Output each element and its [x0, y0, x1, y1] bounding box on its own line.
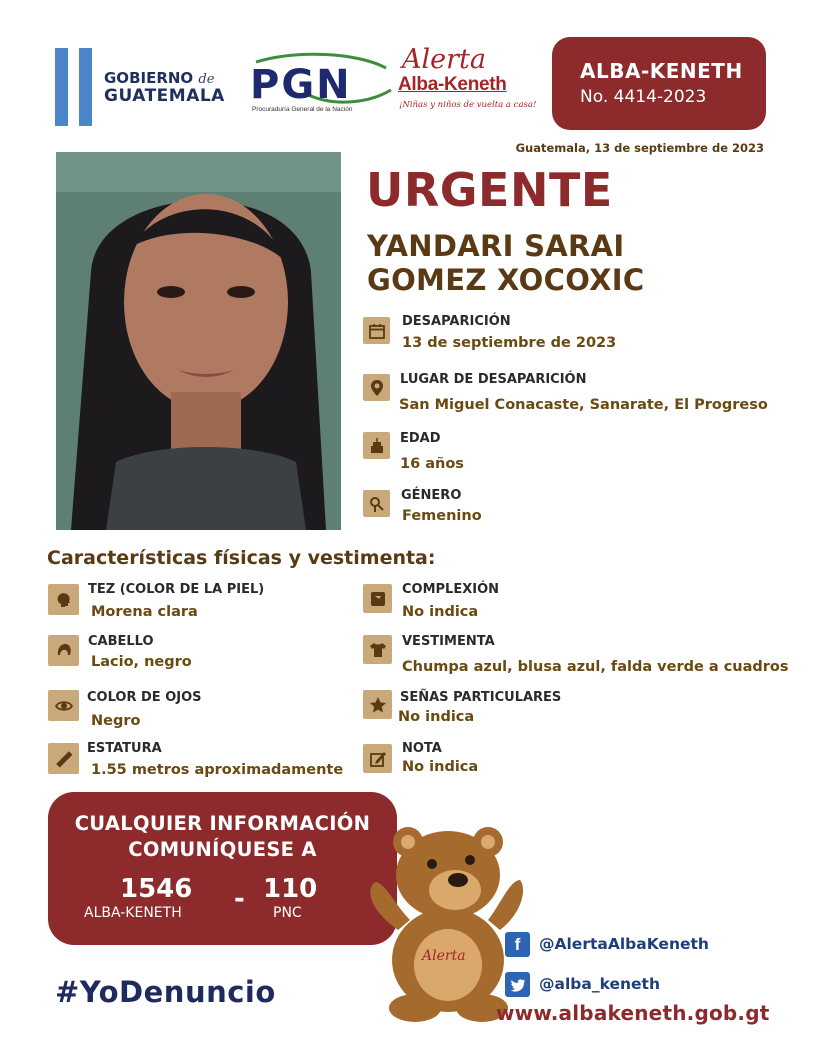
contact-line1: CUALQUIER INFORMACIÓN	[74, 812, 371, 835]
pgn-logo-text: PGN	[250, 62, 352, 108]
gender-icon	[363, 490, 390, 517]
contact-info-box	[48, 792, 397, 945]
person-name-line1: YANDARI SARAI	[367, 229, 625, 263]
website-link[interactable]: www.albakeneth.gob.gt	[496, 1001, 770, 1025]
location-pin-icon	[363, 374, 390, 401]
char-label-complexion: COMPLEXIÓN	[402, 582, 500, 597]
bear-badge-text: Alerta	[422, 948, 466, 964]
phone-pnc-label: PNC	[273, 905, 302, 921]
char-value-vestimenta: Chumpa azul, blusa azul, falda verde a cuadros	[402, 659, 789, 675]
cake-icon	[363, 432, 390, 459]
char-label-tez: TEZ (COLOR DE LA PIEL)	[88, 582, 265, 597]
ruler-icon	[48, 743, 79, 774]
detail-label-genero: GÉNERO	[401, 488, 462, 503]
char-value-ojos: Negro	[91, 713, 141, 729]
alerta-logo-tagline: ¡Niñas y niños de vuelta a casa!	[399, 100, 537, 110]
contact-line2: COMUNÍQUESE A	[128, 838, 317, 861]
char-label-nota: NOTA	[402, 741, 442, 756]
detail-label-lugar: LUGAR DE DESAPARICIÓN	[400, 372, 587, 387]
twitter-icon[interactable]	[505, 972, 530, 997]
gobierno-logo-bars	[55, 48, 95, 126]
phone-separator: -	[234, 884, 245, 914]
alerta-logo-word: Alerta	[402, 44, 486, 75]
detail-value-edad: 16 años	[400, 456, 464, 472]
tshirt-icon	[363, 635, 392, 664]
pgn-subtitle: Procuraduría General de la Nación	[252, 106, 353, 113]
twitter-handle[interactable]: @alba_keneth	[539, 975, 660, 993]
phone-pnc: 110	[263, 874, 318, 904]
facebook-handle[interactable]: @AlertaAlbaKeneth	[539, 935, 709, 953]
gobierno-logo-text	[104, 70, 225, 105]
case-number: No. 4414-2023	[580, 87, 707, 107]
hair-icon	[48, 635, 79, 666]
issue-date: Guatemala, 13 de septiembre de 2023	[515, 141, 764, 155]
hashtag: #YoDenuncio	[55, 975, 276, 1009]
char-value-complexion: No indica	[402, 604, 479, 620]
char-value-senas: No indica	[398, 709, 475, 725]
char-label-vestimenta: VESTIMENTA	[402, 634, 495, 649]
eye-icon	[48, 690, 79, 721]
phone-alba-keneth-label: ALBA-KENETH	[84, 905, 182, 921]
char-label-ojos: COLOR DE OJOS	[87, 690, 202, 705]
missing-person-photo	[56, 152, 341, 530]
person-name-line2: GOMEZ XOCOXIC	[367, 263, 645, 297]
char-value-nota: No indica	[402, 759, 479, 775]
note-pencil-icon	[363, 744, 392, 773]
char-label-cabello: CABELLO	[88, 634, 154, 649]
head-silhouette-icon	[48, 584, 79, 615]
facebook-icon[interactable]: f	[505, 932, 530, 957]
characteristics-title: Características físicas y vestimenta:	[47, 547, 436, 569]
urgent-heading: URGENTE	[366, 163, 613, 217]
case-title: ALBA-KENETH	[580, 59, 743, 83]
phone-alba-keneth: 1546	[120, 874, 193, 904]
gobierno-de: de	[198, 72, 215, 87]
detail-value-genero: Femenino	[402, 508, 482, 524]
detail-value-desaparicion: 13 de septiembre de 2023	[402, 335, 617, 351]
detail-value-lugar: San Miguel Conacaste, Sanarate, El Progreso	[399, 397, 768, 413]
alerta-logo-name: Alba-Keneth	[398, 74, 507, 95]
char-label-senas: SEÑAS PARTICULARES	[400, 690, 562, 705]
detail-label-edad: EDAD	[400, 431, 441, 446]
scale-icon	[363, 584, 392, 613]
char-value-cabello: Lacio, negro	[91, 654, 192, 670]
gobierno-line1: GOBIERNO	[104, 69, 194, 87]
case-number-box	[552, 37, 766, 130]
gobierno-line2: GUATEMALA	[104, 86, 225, 106]
calendar-icon	[363, 317, 390, 344]
detail-label-desaparicion: DESAPARICIÓN	[402, 314, 511, 329]
char-label-estatura: ESTATURA	[87, 741, 162, 756]
char-value-tez: Morena clara	[91, 604, 198, 620]
star-icon	[363, 690, 392, 719]
char-value-estatura: 1.55 metros aproximadamente	[91, 762, 344, 778]
